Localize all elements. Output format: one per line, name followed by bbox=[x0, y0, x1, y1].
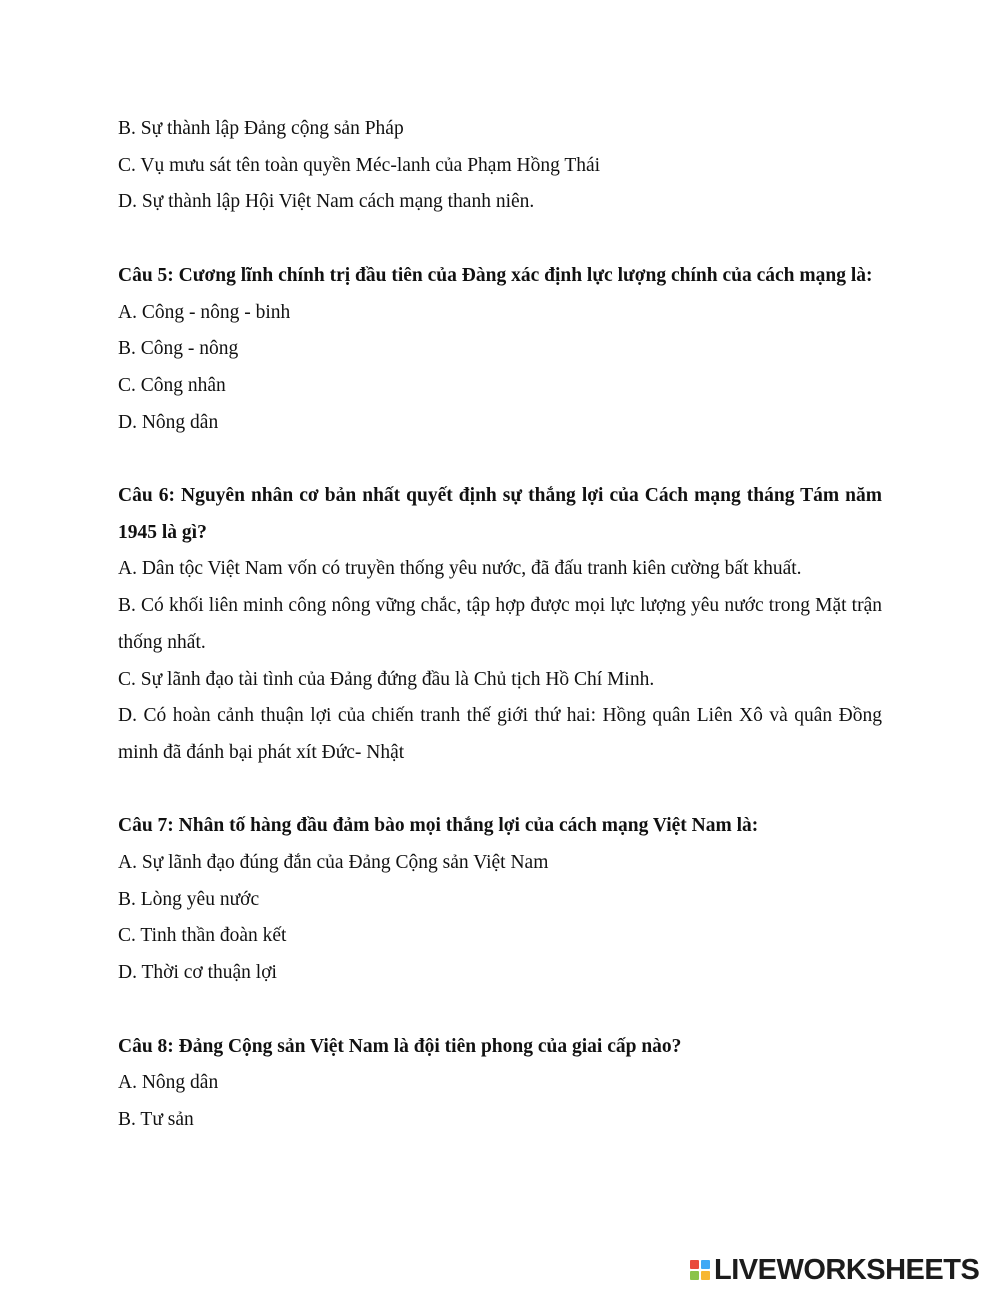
q6-option-b: B. Có khối liên minh công nông vững chắc, tập hợp được mọi lực lượng yêu nước trong Mặt trận thống nhất. bbox=[118, 595, 882, 653]
q6-option-d: D. Có hoàn cảnh thuận lợi của chiến tranh thế giới thứ hai: Hồng quân Liên Xô và quân Đồng minh đã đánh bại phát xít Đức- Nhật bbox=[118, 705, 882, 763]
q5-option-b: B. Công - nông bbox=[118, 338, 239, 360]
question-7: Câu 7: Nhân tố hàng đầu đảm bào mọi thắng lợi của cách mạng Việt Nam là: bbox=[118, 815, 759, 837]
logo-square-icon bbox=[690, 1271, 699, 1280]
worksheet-page bbox=[118, 111, 882, 1139]
q7-option-a: A. Sự lãnh đạo đúng đắn của Đảng Cộng sản Việt Nam bbox=[118, 852, 549, 874]
logo-icon bbox=[690, 1260, 710, 1280]
q6-option-a: A. Dân tộc Việt Nam vốn có truyền thống yêu nước, đã đấu tranh kiên cường bất khuất. bbox=[118, 558, 802, 580]
question-5: Câu 5: Cương lĩnh chính trị đầu tiên của Đàng xác định lực lượng chính của cách mạng là: bbox=[118, 264, 873, 286]
prev-option-c: C. Vụ mưu sát tên toàn quyền Méc-lanh của Phạm Hồng Thái bbox=[118, 154, 601, 176]
q7-option-c: C. Tinh thần đoàn kết bbox=[118, 925, 287, 947]
q5-option-a: A. Công - nông - binh bbox=[118, 301, 291, 323]
prev-option-d: D. Sự thành lập Hội Việt Nam cách mạng thanh niên. bbox=[118, 191, 535, 213]
question-8: Câu 8: Đảng Cộng sản Việt Nam là đội tiên phong của giai cấp nào? bbox=[118, 1035, 682, 1057]
spacer bbox=[118, 441, 882, 478]
spacer bbox=[118, 221, 882, 258]
q5-option-c: C. Công nhân bbox=[118, 374, 226, 396]
q7-option-d: D. Thời cơ thuận lợi bbox=[118, 962, 277, 984]
q8-option-b: B. Tư sản bbox=[118, 1108, 194, 1130]
question-6: Câu 6: Nguyên nhân cơ bản nhất quyết định sự thắng lợi của Cách mạng tháng Tám năm 1945 là gì? bbox=[118, 485, 882, 543]
logo-square-icon bbox=[690, 1260, 699, 1269]
spacer bbox=[118, 772, 882, 809]
q6-option-c: C. Sự lãnh đạo tài tình của Đảng đứng đầu là Chủ tịch Hồ Chí Minh. bbox=[118, 668, 655, 690]
liveworksheets-logo bbox=[690, 1250, 979, 1290]
logo-square-icon bbox=[701, 1260, 710, 1269]
q8-option-a: A. Nông dân bbox=[118, 1072, 219, 1094]
q7-option-b: B. Lòng yêu nước bbox=[118, 888, 260, 910]
logo-square-icon bbox=[701, 1271, 710, 1280]
prev-option-b: B. Sự thành lập Đảng cộng sản Pháp bbox=[118, 118, 404, 139]
q5-option-d: D. Nông dân bbox=[118, 411, 219, 433]
logo-text: LIVEWORKSHEETS bbox=[714, 1253, 980, 1286]
spacer bbox=[118, 992, 882, 1029]
